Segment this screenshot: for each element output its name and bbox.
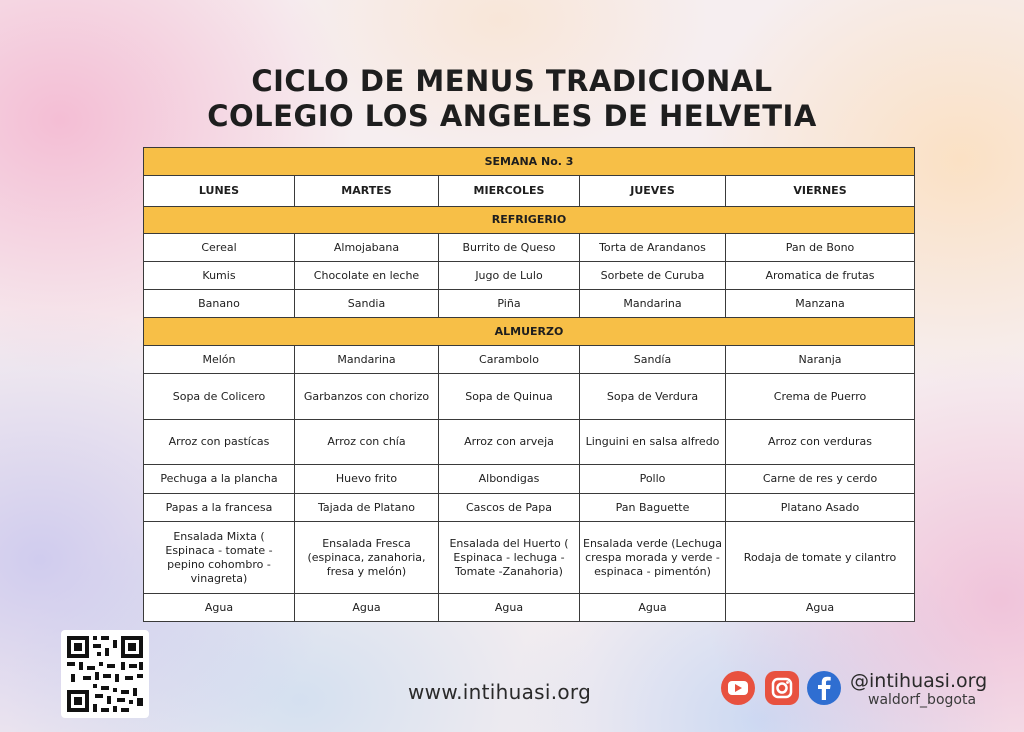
menu-cell: Agua — [295, 594, 439, 622]
page-title — [0, 64, 1024, 134]
menu-cell: Sopa de Quinua — [439, 374, 580, 420]
menu-cell: Ensalada Mixta ( Espinaca - tomate - pepino cohombro - vinagreta) — [144, 522, 295, 594]
menu-cell: Carne de res y cerdo — [726, 465, 915, 494]
menu-cell: Manzana — [726, 290, 915, 318]
week-row — [144, 148, 915, 176]
menu-cell: Arroz con verduras — [726, 420, 915, 465]
almuerzo-section-row — [144, 318, 915, 346]
menu-cell: Sandia — [295, 290, 439, 318]
social-subhandle: waldorf_bogota — [868, 692, 977, 708]
menu-cell: Crema de Puerro — [726, 374, 915, 420]
menu-cell: Agua — [439, 594, 580, 622]
table-row — [144, 234, 915, 262]
menu-cell: Chocolate en leche — [295, 262, 439, 290]
menu-cell: Pan de Bono — [726, 234, 915, 262]
menu-cell: Naranja — [726, 346, 915, 374]
menu-cell: Torta de Arandanos — [580, 234, 726, 262]
menu-cell: Rodaja de tomate y cilantro — [726, 522, 915, 594]
menu-cell: Agua — [144, 594, 295, 622]
menu-cell: Albondigas — [439, 465, 580, 494]
menu-cell: Banano — [144, 290, 295, 318]
title-line-2: COLEGIO LOS ANGELES DE HELVETIA — [207, 99, 817, 133]
table-row — [144, 290, 915, 318]
menu-cell: Jugo de Lulo — [439, 262, 580, 290]
refrigerio-section-row — [144, 207, 915, 234]
menu-cell: Arroz con chía — [295, 420, 439, 465]
menu-cell: Aromatica de frutas — [726, 262, 915, 290]
table-row — [144, 522, 915, 594]
menu-cell: Cascos de Papa — [439, 494, 580, 522]
menu-cell: Arroz con arveja — [439, 420, 580, 465]
week-header: SEMANA No. 3 — [144, 148, 915, 176]
menu-cell: Piña — [439, 290, 580, 318]
title-line-1: CICLO DE MENUS TRADICIONAL — [251, 64, 773, 98]
facebook-icon[interactable] — [806, 670, 842, 706]
qr-code-icon[interactable] — [61, 630, 149, 718]
menu-cell: Burrito de Queso — [439, 234, 580, 262]
menu-cell: Garbanzos con chorizo — [295, 374, 439, 420]
menu-table — [143, 147, 915, 622]
table-row — [144, 374, 915, 420]
days-row — [144, 176, 915, 207]
menu-cell: Pan Baguette — [580, 494, 726, 522]
day-header: VIERNES — [726, 176, 915, 207]
menu-cell: Sandía — [580, 346, 726, 374]
table-row — [144, 465, 915, 494]
menu-cell: Huevo frito — [295, 465, 439, 494]
menu-cell: Tajada de Platano — [295, 494, 439, 522]
section-header-refrigerio: REFRIGERIO — [144, 207, 915, 234]
menu-cell: Kumis — [144, 262, 295, 290]
day-header: MARTES — [295, 176, 439, 207]
menu-cell: Papas a la francesa — [144, 494, 295, 522]
menu-cell: Ensalada del Huerto ( Espinaca - lechuga - Tomate -Zanahoria) — [439, 522, 580, 594]
menu-cell: Cereal — [144, 234, 295, 262]
menu-cell: Pechuga a la plancha — [144, 465, 295, 494]
table-row — [144, 346, 915, 374]
section-header-almuerzo: ALMUERZO — [144, 318, 915, 346]
menu-cell: Platano Asado — [726, 494, 915, 522]
website-link[interactable]: www.intihuasi.org — [408, 680, 592, 704]
menu-cell: Sopa de Colicero — [144, 374, 295, 420]
instagram-icon[interactable] — [764, 670, 800, 706]
day-header: JUEVES — [580, 176, 726, 207]
menu-cell: Pollo — [580, 465, 726, 494]
table-row — [144, 494, 915, 522]
menu-cell: Agua — [726, 594, 915, 622]
menu-cell: Carambolo — [439, 346, 580, 374]
table-row — [144, 262, 915, 290]
menu-cell: Arroz con pastícas — [144, 420, 295, 465]
menu-cell: Agua — [580, 594, 726, 622]
social-handle[interactable]: @intihuasi.org — [850, 670, 988, 692]
menu-cell: Sopa de Verdura — [580, 374, 726, 420]
menu-cell: Melón — [144, 346, 295, 374]
menu-cell: Ensalada Fresca (espinaca, zanahoria, fresa y melón) — [295, 522, 439, 594]
menu-cell: Linguini en salsa alfredo — [580, 420, 726, 465]
table-row — [144, 594, 915, 622]
day-header: MIERCOLES — [439, 176, 580, 207]
table-row — [144, 420, 915, 465]
menu-cell: Ensalada verde (Lechuga crespa morada y verde - espinaca - pimentón) — [580, 522, 726, 594]
menu-cell: Mandarina — [580, 290, 726, 318]
day-header: LUNES — [144, 176, 295, 207]
menu-cell: Mandarina — [295, 346, 439, 374]
menu-cell: Sorbete de Curuba — [580, 262, 726, 290]
youtube-icon[interactable] — [720, 670, 756, 706]
menu-cell: Almojabana — [295, 234, 439, 262]
